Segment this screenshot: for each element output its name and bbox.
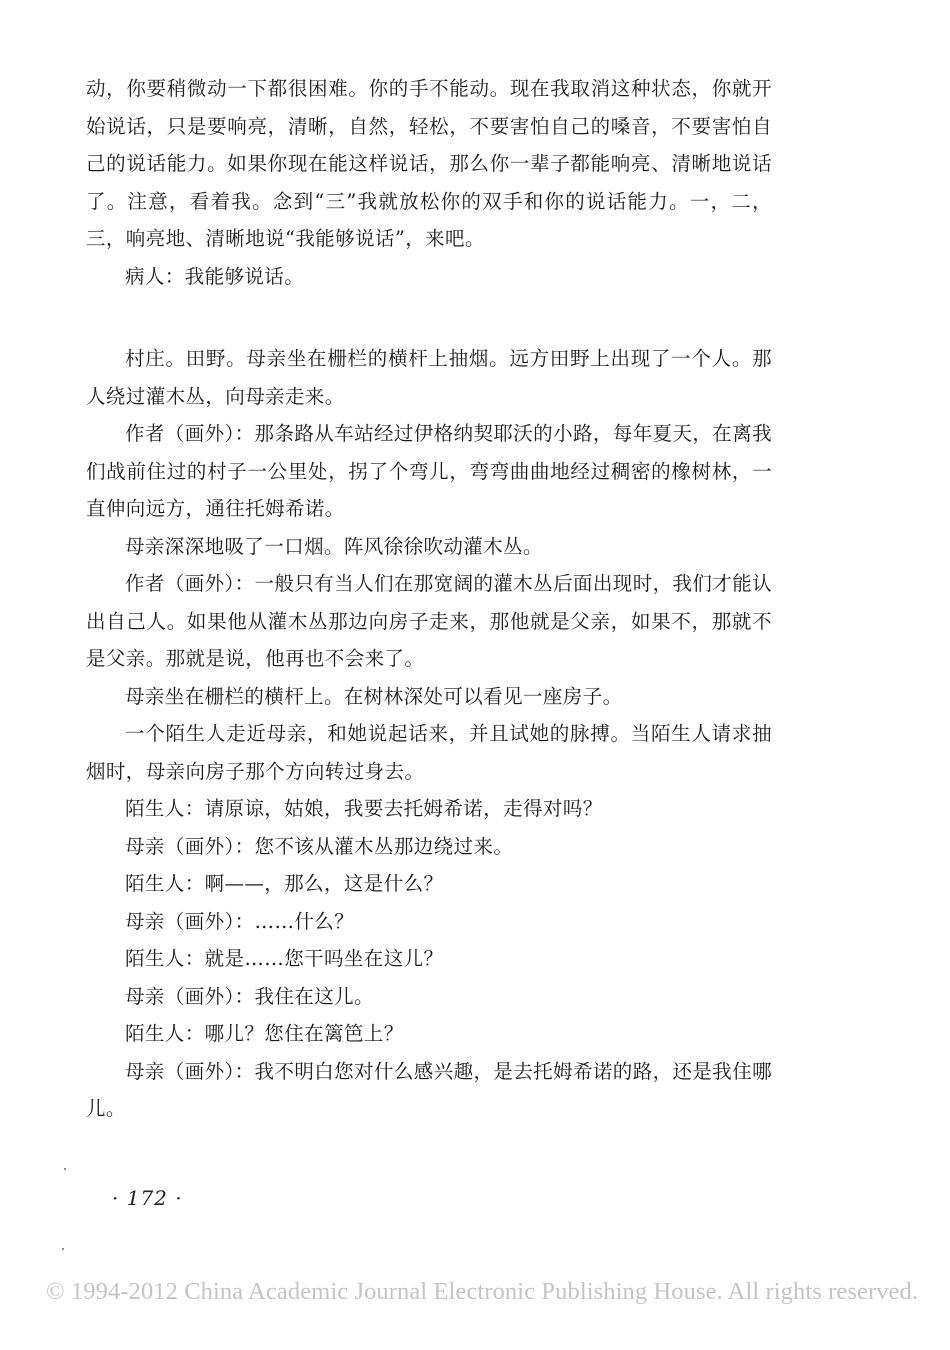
dialogue-line: 陌生人：啊——，那么，这是什么？ [125, 872, 444, 895]
dialogue-line: 陌生人：哪儿？您住在篱笆上？ [125, 1022, 404, 1045]
paragraph: 一个陌生人走近母亲，和她说起话来，并且试她的脉搏。当陌生人请求抽烟时，母亲向房子那个方向转过身去。 [86, 722, 772, 783]
dialogue-line: 母亲（画外）：您不该从灌木丛那边绕过来。 [125, 834, 514, 858]
paragraph: 村庄。田野。母亲坐在栅栏的横杆上抽烟。远方田野上出现了一个人。那人绕过灌木丛，向母亲走来。 [86, 347, 772, 408]
dialogue-line: 陌生人：请原谅，姑娘，我要去托姆希诺，走得对吗？ [125, 797, 603, 820]
text-block-village-scene [86, 340, 772, 1128]
text-block-previous-scene [86, 70, 772, 295]
dialogue-line: 母亲（画外）：……什么？ [125, 909, 355, 933]
dialogue-line: 母亲（画外）：我不明白您对什么感兴趣，是去托姆希诺的路，还是我住哪儿。 [86, 1059, 772, 1120]
copyright-watermark: © 1994-2012 China Academic Journal Electronic Publishing House. All rights reserved. [46, 1278, 919, 1305]
paragraph: 病人：我能够说话。 [125, 264, 305, 288]
paragraph: 母亲深深地吸了一口烟。阵风徐徐吹动灌木丛。 [125, 534, 543, 558]
paragraph: 作者（画外）：一般只有当人们在那宽阔的灌木丛后面出现时，我们才能认出自己人。如果他从灌木丛那边向房子走来，那他就是父亲，如果不，那就不是父亲。那就是说，他再也不会来了。 [86, 572, 772, 670]
paragraph: 母亲坐在栅栏的横杆上。在树林深处可以看见一座房子。 [125, 684, 623, 708]
paragraph: 动，你要稍微动一下都很困难。你的手不能动。现在我取消这种状态，你就开始说话，只是要响亮，清晰，自然，轻松，不要害怕自己的嗓音，不要害怕自己的说话能力。如果你现在能这样说话，那么你一辈子都能响亮、清晰地说话了。注意，看着我。念到“三”我就放松你的双手和你的说话能力。一，二，三，响亮地、清晰地说“我能够说话”，来吧。 [86, 77, 772, 250]
scan-speck [64, 1168, 66, 1170]
scan-speck [62, 1248, 64, 1250]
page-number: · 172 · [112, 1186, 183, 1210]
dialogue-line: 陌生人：就是……您干吗坐在这儿？ [125, 947, 444, 970]
dialogue-line: 母亲（画外）：我住在这儿。 [125, 984, 374, 1008]
paragraph: 作者（画外）：那条路从车站经过伊格纳契耶沃的小路，每年夏天，在离我们战前住过的村子一公里处，拐了个弯儿，弯弯曲曲地经过稠密的橡树林，一直伸向远方，通往托姆希诺。 [86, 422, 772, 520]
